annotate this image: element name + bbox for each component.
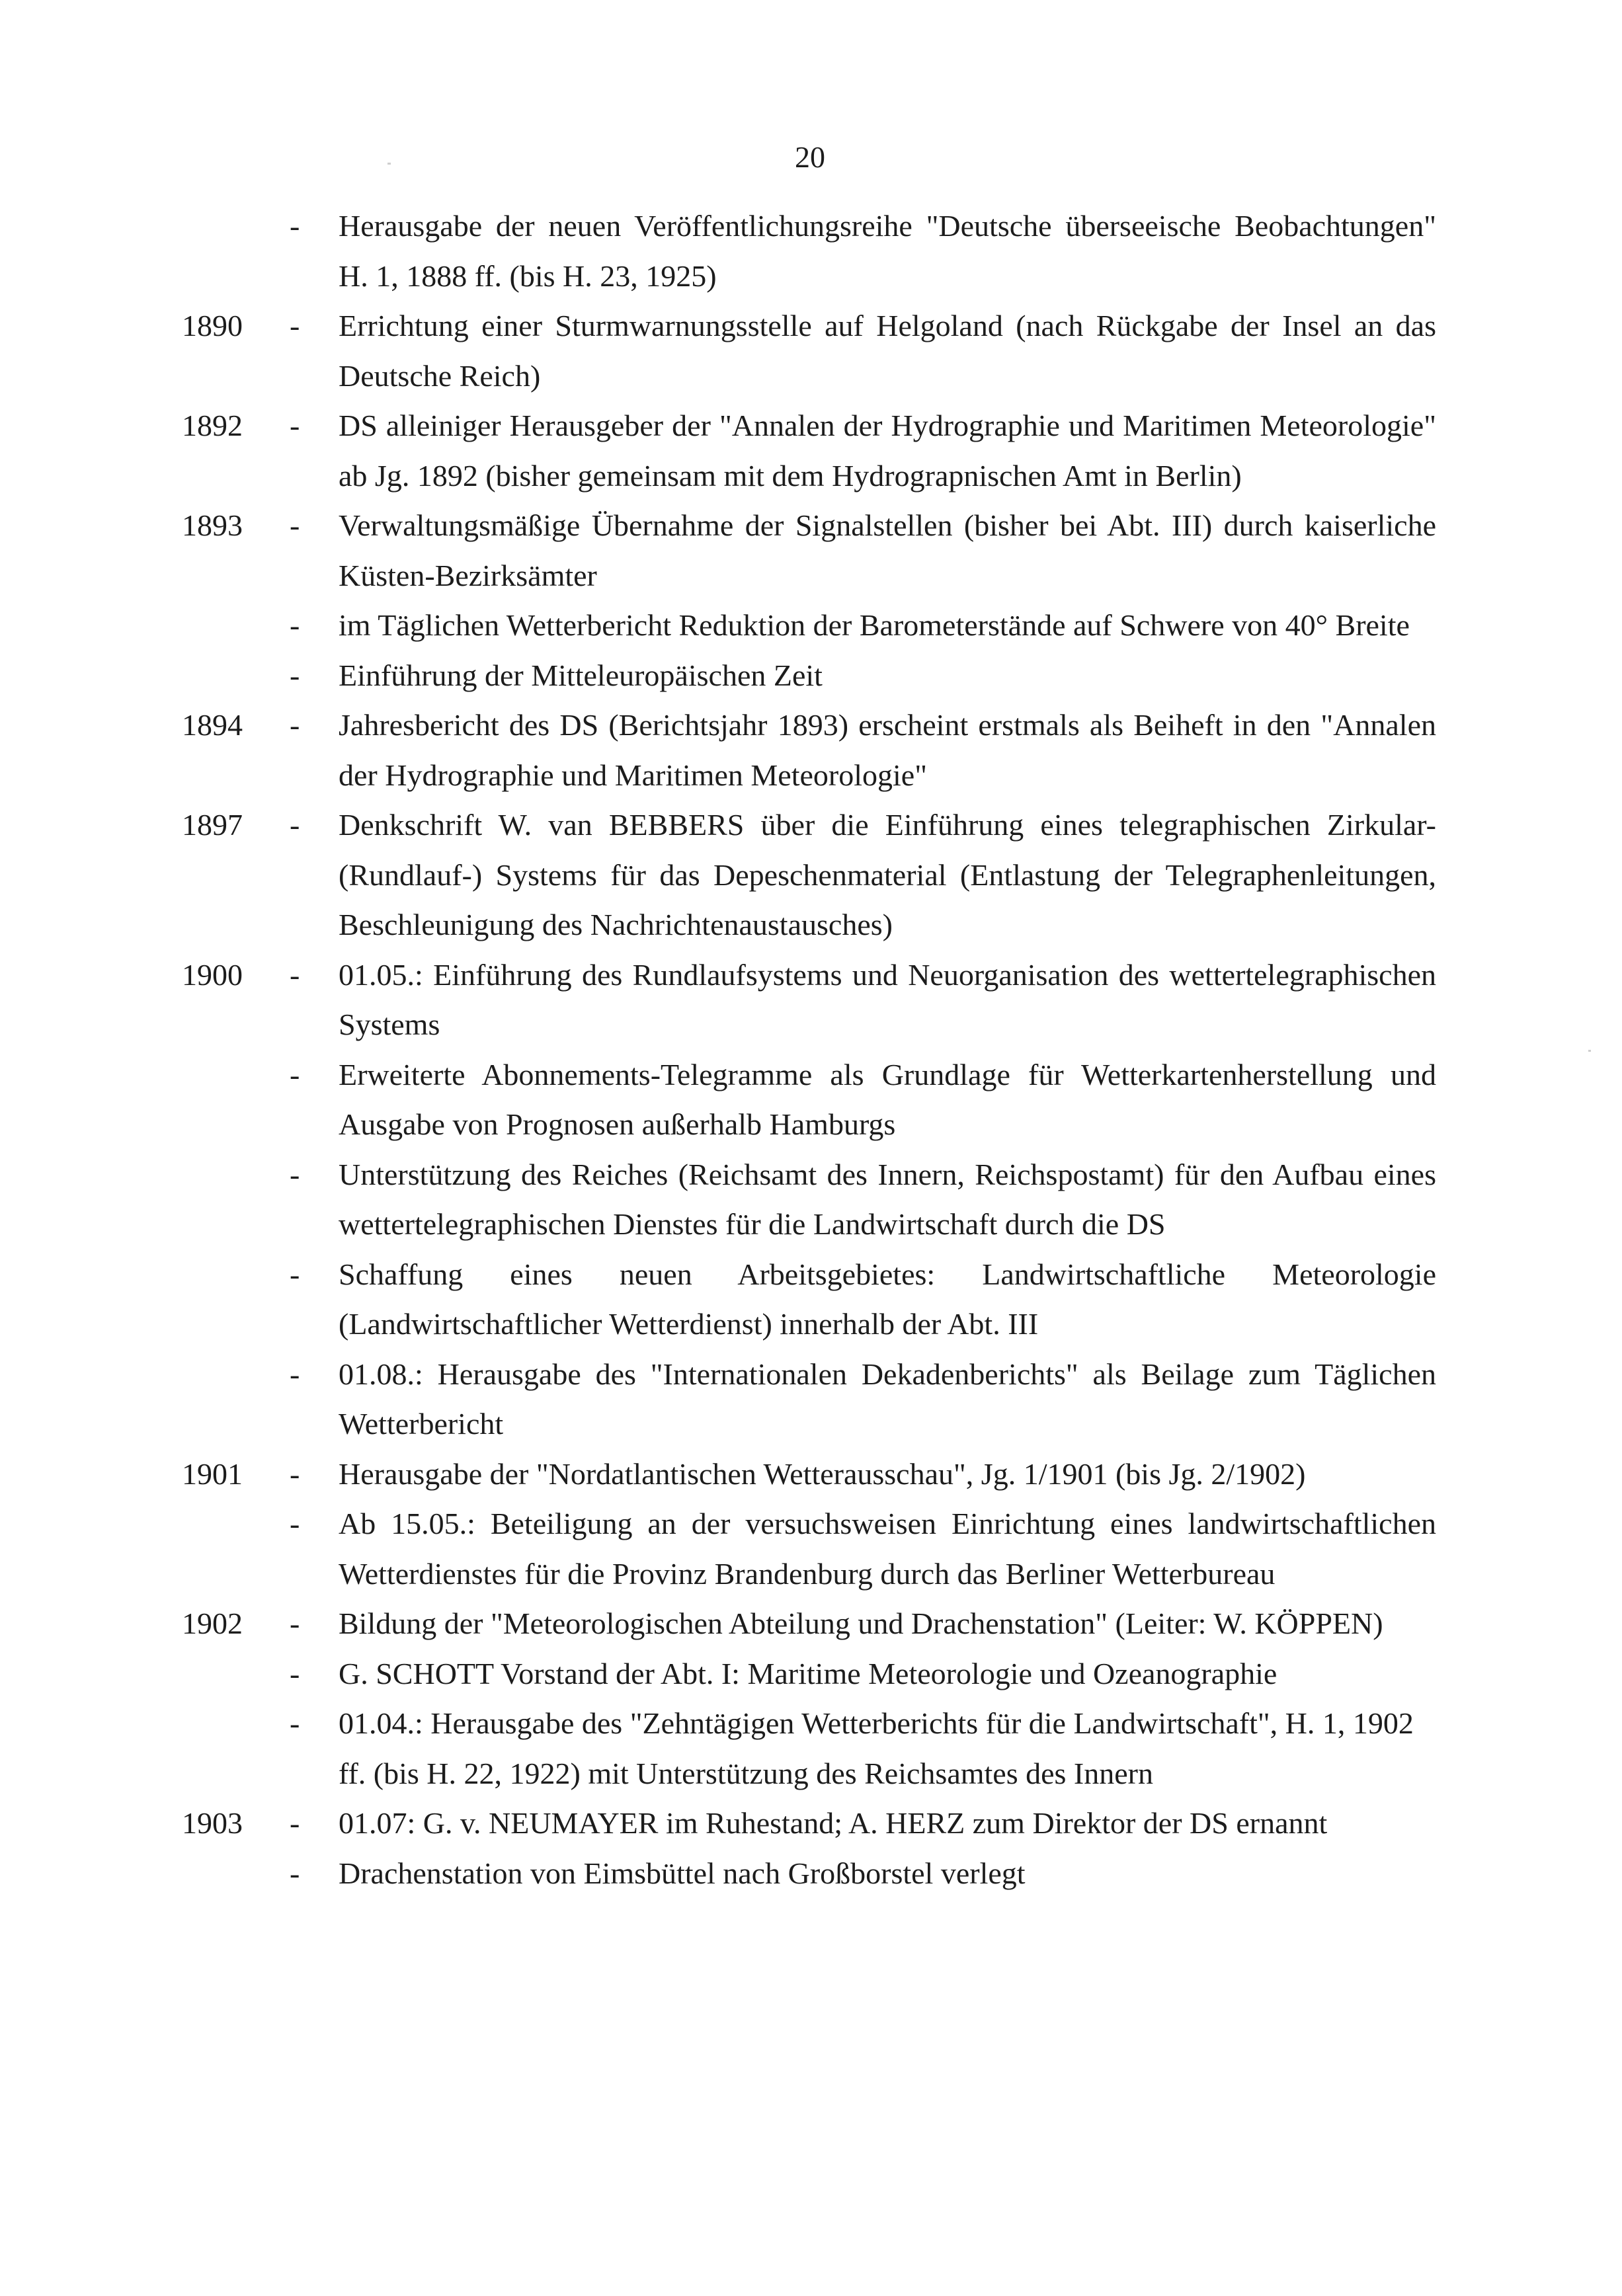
entry-dash: - <box>290 1656 300 1690</box>
chronology-entry <box>0 1349 1622 1449</box>
entry-text: Drachenstation von Eimsbüttel nach Großborstel verlegt <box>339 1856 1026 1890</box>
entry-dash: - <box>290 808 300 842</box>
entry-dash: - <box>290 658 300 692</box>
chronology-entry <box>0 700 1622 800</box>
entry-year: 1900 <box>182 957 243 992</box>
page-number: 20 <box>795 140 825 174</box>
chronology-entry <box>0 1499 1622 1599</box>
entry-dash: - <box>290 508 300 542</box>
entry-text: im Täglichen Wetterbericht Reduktion der Barometerstände auf Schwere von 40° Breite <box>339 608 1410 642</box>
chronology-entry <box>0 201 1622 301</box>
entry-dash: - <box>290 957 300 992</box>
entry-text: Herausgabe der "Nordatlantischen Wetterausschau", Jg. 1/1901 (bis Jg. 2/1902) <box>339 1456 1306 1491</box>
scan-speck <box>1588 1050 1591 1052</box>
chronology-entry <box>0 651 1622 701</box>
entry-year: 1892 <box>182 409 243 442</box>
entry-year: 1894 <box>182 708 243 742</box>
chronology-entry <box>0 1449 1622 1499</box>
scan-speck <box>387 163 391 165</box>
entry-year: 1897 <box>182 808 243 842</box>
entry-dash: - <box>290 409 300 442</box>
entry-dash: - <box>290 1257 300 1291</box>
chronology-entry <box>0 1249 1622 1349</box>
entry-dash: - <box>290 1057 300 1091</box>
entry-year: 1893 <box>182 508 243 542</box>
entry-text: Herausgabe der neuen Veröffentlichungsreihe "Deutsche überseeische Beobachtungen" H. 1, 1888 ff. (bis H. 23, 1925) <box>339 209 1436 293</box>
entry-dash: - <box>290 1806 300 1840</box>
entry-text: Verwaltungsmäßige Übernahme der Signalstellen (bisher bei Abt. III) durch kaiserliche Küsten-Bezirksämter <box>339 508 1436 592</box>
chronology-entry <box>0 1150 1622 1249</box>
entry-dash: - <box>290 309 300 342</box>
chronology-entry <box>0 401 1622 500</box>
chronology-entry <box>0 301 1622 401</box>
entry-year: 1890 <box>182 309 243 342</box>
entry-dash: - <box>290 1456 300 1491</box>
entry-text: 01.08.: Herausgabe des "Internationalen Dekadenberichts" als Beilage zum Täglichen Wetterbericht <box>339 1357 1436 1441</box>
chronology-entry <box>0 1698 1622 1798</box>
chronology-entry <box>0 1798 1622 1848</box>
entry-dash: - <box>290 1157 300 1191</box>
entry-year: 1903 <box>182 1806 243 1840</box>
entry-dash: - <box>290 1606 300 1640</box>
entry-dash: - <box>290 1706 300 1740</box>
entry-dash: - <box>290 1507 300 1540</box>
entry-text: 01.04.: Herausgabe des "Zehntägigen Wetterberichts für die Landwirtschaft", H. 1, 1902 ff. (bis H. 22, 1922) mit Unterstützung des Reichsamtes des Innern <box>339 1706 1414 1790</box>
entry-text: Denkschrift W. van BEBBERS über die Einführung eines telegraphischen Zirkular-(Rundlauf-) Systems für das Depeschenmaterial (Entlastung der Telegraphenleitungen, Beschleunigung des Nachrichtenaustausches) <box>339 808 1436 941</box>
entry-text: 01.07: G. v. NEUMAYER im Ruhestand; A. HERZ zum Direktor der DS ernannt <box>339 1806 1328 1840</box>
entry-dash: - <box>290 1856 300 1890</box>
chronology-entry <box>0 950 1622 1050</box>
entry-text: Einführung der Mitteleuropäischen Zeit <box>339 658 823 692</box>
entry-text: Jahresbericht des DS (Berichtsjahr 1893) erscheint erstmals als Beiheft in den "Annalen der Hydrographie und Maritimen Meteorologie" <box>339 708 1436 792</box>
entry-dash: - <box>290 209 300 243</box>
entry-text: Ab 15.05.: Beteiligung an der versuchsweisen Einrichtung eines landwirtschaftlichen Wetterdienstes für die Provinz Brandenburg durch das Berliner Wetterbureau <box>339 1507 1436 1591</box>
entry-text: G. SCHOTT Vorstand der Abt. I: Maritime Meteorologie und Ozeanographie <box>339 1656 1277 1690</box>
chronology-entry <box>0 1649 1622 1699</box>
entry-year: 1902 <box>182 1606 243 1640</box>
entry-dash: - <box>290 1357 300 1391</box>
entry-text: Errichtung einer Sturmwarnungsstelle auf Helgoland (nach Rückgabe der Insel an das Deutsche Reich) <box>339 309 1436 393</box>
entry-text: DS alleiniger Herausgeber der "Annalen der Hydrographie und Maritimen Meteorologie" ab Jg. 1892 (bisher gemeinsam mit dem Hydrograpnischen Amt in Berlin) <box>339 409 1436 493</box>
chronology-entry <box>0 800 1622 950</box>
entry-text: Unterstützung des Reiches (Reichsamt des Innern, Reichspostamt) für den Aufbau eines wettertelegraphischen Dienstes für die Landwirtschaft durch die DS <box>339 1157 1436 1241</box>
chronology-entry <box>0 1050 1622 1150</box>
entry-text: Schaffung eines neuen Arbeitsgebietes: Landwirtschaftliche Meteorologie (Landwirtschaftlicher Wetterdienst) innerhalb der Abt. III <box>339 1257 1436 1341</box>
entry-text: Bildung der "Meteorologischen Abteilung und Drachenstation" (Leiter: W. KÖPPEN) <box>339 1606 1383 1640</box>
chronology-entry <box>0 1848 1622 1899</box>
entry-dash: - <box>290 608 300 642</box>
entry-text: 01.05.: Einführung des Rundlaufsystems und Neuorganisation des wettertelegraphischen Systems <box>339 957 1436 1041</box>
chronology-entry <box>0 500 1622 600</box>
chronology-entry <box>0 1599 1622 1649</box>
entry-dash: - <box>290 708 300 742</box>
chronology-entry <box>0 600 1622 651</box>
entry-year: 1901 <box>182 1456 243 1491</box>
chronology-list <box>0 201 1622 1898</box>
entry-text: Erweiterte Abonnements-Telegramme als Grundlage für Wetterkartenherstellung und Ausgabe von Prognosen außerhalb Hamburgs <box>339 1057 1436 1141</box>
